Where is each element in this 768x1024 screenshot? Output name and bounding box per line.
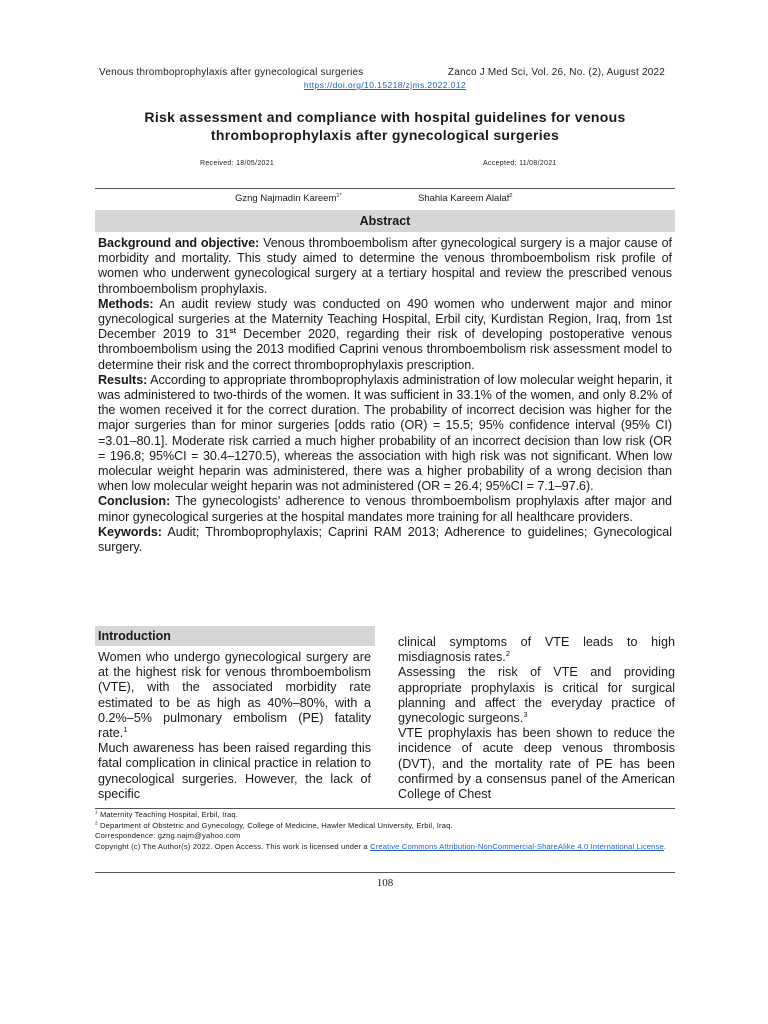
intro-r1-citation: 2 (505, 649, 510, 659)
conclusion-label: Conclusion: (98, 494, 171, 509)
results-text: According to appropriate thromboprophylaxis administration of low molecular weight heparin, it was administered to two-thirds of the women. It was sufficient in 33.1% of the women, and only 8.2% of the women received it for the correct duration. The probability of incorrect decision was higher for the major surgeries than for minor surgeries [odds ratio (OR) = 15.5; 95% confidence interval (95% CI) =3.01–80.1]. Moderate risk carried a much higher probability of an incorrect decision than low risk (OR = 196.8; 95%CI = 30.4–1270.5), whereas the association with high risk was not significant. When low molecular weight heparin was administered, there was a higher probability of a wrong decision than when low molecular weight heparin was not administered (OR = 26.4; 95%CI = 7.1–97.6). (98, 372, 672, 494)
abstract-background (98, 236, 672, 297)
intro-paragraph-4 (398, 665, 675, 726)
author-1-name: Gzng Najmadin Kareem (235, 193, 337, 204)
methods-text-a: An audit review study was conducted on 490 women who underwent major and minor gynecological surgeries at the Maternity Teaching Hospital, Erbil city, Kurdistan Region, Iraq, from 1st December 2019 to 31 (98, 296, 672, 342)
keywords-label: Keywords: (98, 524, 162, 539)
background-text: Venous thromboembolism after gynecological surgery is a major cause of morbidity and mortality. This study aimed to determine the venous thromboembolism risk profile of women who underwent gynecological surgery at a tertiary hospital and review the prescribed venous thromboembolism prophylaxis. (98, 236, 673, 296)
background-label: Background and objective: (98, 236, 260, 250)
intro-paragraph-3 (398, 635, 675, 665)
abstract-body (98, 236, 672, 555)
conclusion-text: The gynecologists' adherence to venous thromboembolism prophylaxis after major and minor gynecological surgeries at the hospital mandates more training for all healthcare providers. (98, 494, 672, 524)
received-date: Received: 18/05/2021 (200, 160, 275, 167)
results-label: Results: (98, 372, 148, 387)
left-column (95, 626, 375, 802)
journal-citation: Zanco J Med Sci, Vol. 26, No. (2), August 2022 (447, 67, 665, 78)
abstract-results (98, 373, 672, 495)
doi-link[interactable]: https://doi.org/10.15218/zjms.2022.012 (303, 80, 467, 90)
methods-ordinal: st (229, 326, 236, 336)
footnote-1-marker: 1 (95, 809, 98, 815)
author-2-affiliation: 2 (509, 192, 513, 199)
copyright-notice (95, 842, 675, 853)
bottom-divider (95, 872, 675, 873)
author-2-name: Shahla Kareem Alalaf (418, 193, 510, 204)
page-number: 108 (376, 877, 394, 889)
footnote-divider (95, 808, 675, 809)
methods-label: Methods: (98, 296, 154, 311)
footnote-2-marker: 2 (95, 820, 98, 826)
author-2 (418, 193, 513, 204)
doi-line (95, 80, 675, 90)
copyright-end: . (663, 841, 667, 851)
keywords-text: Audit; Thromboprophylaxis; Caprini RAM 2013; Adherence to guidelines; Gynecological surgery. (98, 524, 672, 555)
intro-paragraph-1 (95, 650, 375, 741)
footnote-2 (95, 821, 675, 832)
article-title: Risk assessment and compliance with hospital guidelines for venous thromboprophylaxis after gynecological surgeries (144, 109, 626, 143)
intro-r2-citation: 3 (523, 709, 528, 719)
license-link[interactable]: Creative Commons Attribution-NonCommercial-ShareAlike 4.0 International License (370, 841, 664, 851)
abstract-methods (98, 297, 672, 373)
footnote-2-text: Department of Obstetric and Gynecology, College of Medicine, Hawler Medical University, Erbil, Iraq. (97, 820, 453, 830)
abstract-keywords (98, 525, 672, 555)
accepted-date: Accepted: 11/08/2021 (483, 160, 557, 167)
intro-p1-citation: 1 (123, 724, 128, 734)
abstract-heading: Abstract (95, 210, 675, 232)
author-1-affiliation: 1* (336, 192, 342, 199)
methods-text-b: December 2020, regarding their risk of developing postoperative venous thromboembolism using the 2013 modified Caprini venous thromboembolism risk assessment model to determine their risk and the correct thromboprophylaxis prescription. (98, 327, 672, 372)
author-1 (235, 193, 342, 204)
divider-top (95, 188, 675, 189)
right-column (398, 635, 675, 802)
footnotes (95, 810, 675, 852)
footnote-1 (95, 810, 675, 821)
footnote-1-text: Maternity Teaching Hospital, Erbil, Iraq. (97, 810, 239, 819)
correspondence: Correspondence: gzng.najm@yahoo.com (95, 831, 241, 841)
intro-paragraph-2: Much awareness has been raised regarding this fatal complication in clinical practice in relation to gynecological surgeries. However, the lack of specific (98, 741, 371, 801)
running-title: Venous thromboprophylaxis after gynecological surgeries (99, 67, 364, 78)
intro-p1-text: Women who undergo gynecological surgery are at the highest risk for venous thromboembolism (VTE), with the associated morbidity rate estimated to be as high as 40%–80%, with a 0.2%–5% pulmonary embolism (PE) fatality rate. (98, 650, 371, 741)
intro-r1-text: clinical symptoms of VTE leads to high misdiagnosis rates. (398, 635, 675, 665)
abstract-conclusion (98, 494, 672, 524)
copyright-text: Copyright (c) The Author(s) 2022. Open Access. This work is licensed under a (95, 841, 371, 851)
introduction-heading: Introduction (95, 626, 375, 646)
intro-r2-text: Assessing the risk of VTE and providing appropriate prophylaxis is critical for surgical planning and affect the everyday practice of gynecologic surgeons. (398, 665, 675, 726)
intro-paragraph-5: VTE prophylaxis has been shown to reduce the incidence of acute deep venous thrombosis (DVT), and the mortality rate of PE has been confirmed by a consensus panel of the American College of Chest (398, 726, 675, 802)
